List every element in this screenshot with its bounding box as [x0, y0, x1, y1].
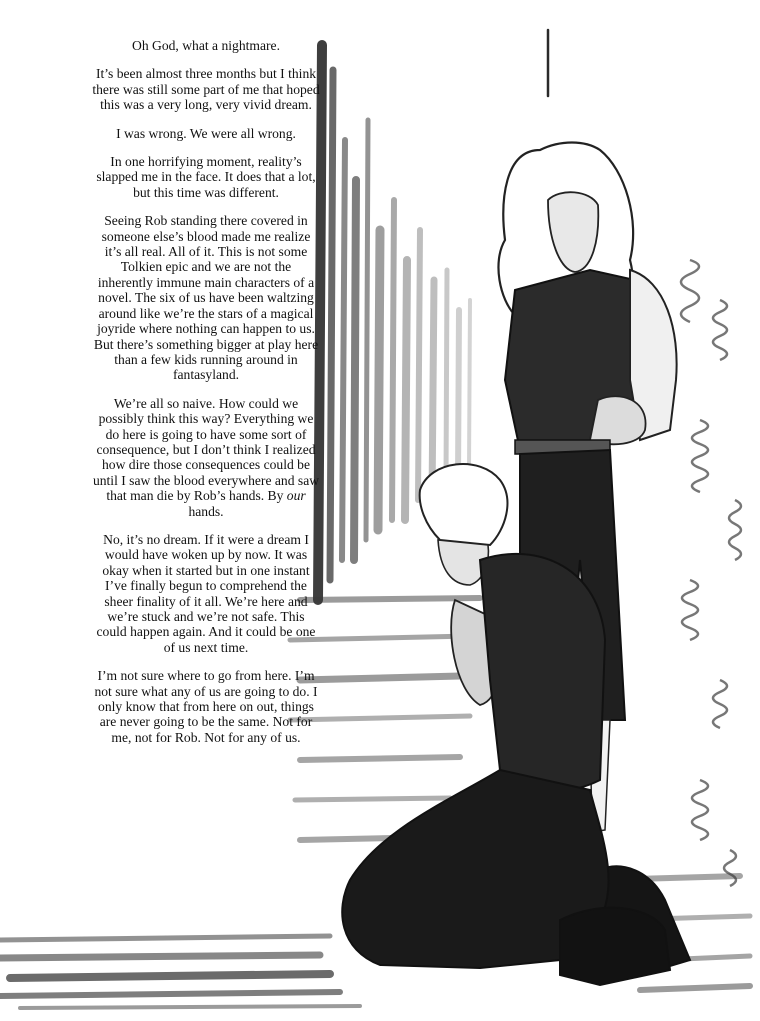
narration-paragraph [92, 396, 320, 519]
narration-paragraph: No, it’s no dream. If it were a dream I would have woken up by now. It was okay when it started but in one instant I’ve finally begun to comprehend the sheer finality of it all. We’re here and we’re stuck and we’re not safe. This could happen again. And it could be one of us next time. [96, 531, 316, 655]
narration-paragraph: In one horrifying moment, reality’s slapped me in the face. It does that a lot, but this time was different. [96, 154, 316, 200]
narration-span: hands. [188, 503, 224, 519]
narration-span: We’re all so naive. How could we possibly think this way? Everything we do here is going to have some sort of consequence, but I don’t think I realized how dire those consequences could be until I saw the blood everywhere and saw that man die by Rob’s hands. By [92, 395, 320, 504]
background-squiggles [681, 260, 741, 886]
narration-paragraph: Seeing Rob standing there covered in someone else’s blood made me realize it’s all real. All of it. This is not some Tolkien epic and we are not the inherently immune main characters of a novel. The six of us have been waltzing around like we’re the stars of a magical joyride where nothing can happen to us. But there’s something bigger at play here than a few kids running around in fantasyland. [93, 213, 319, 383]
narration-paragraph: It’s been almost three months but I think there was still some part of me that hoped this was a very long, very vivid dream. [92, 66, 320, 113]
narration-paragraph: I was wrong. We were all wrong. [116, 125, 296, 141]
narration-text [92, 38, 320, 758]
narration-paragraph: Oh God, what a nightmare. [132, 38, 280, 53]
narration-paragraph: I’m not sure where to go from here. I’m not sure what any of us are going to do. I only know that from here on out, things are never going to be the same. Not for me, not for Rob. Not for any of us. [94, 668, 318, 745]
narration-emphasis: our [286, 488, 306, 504]
